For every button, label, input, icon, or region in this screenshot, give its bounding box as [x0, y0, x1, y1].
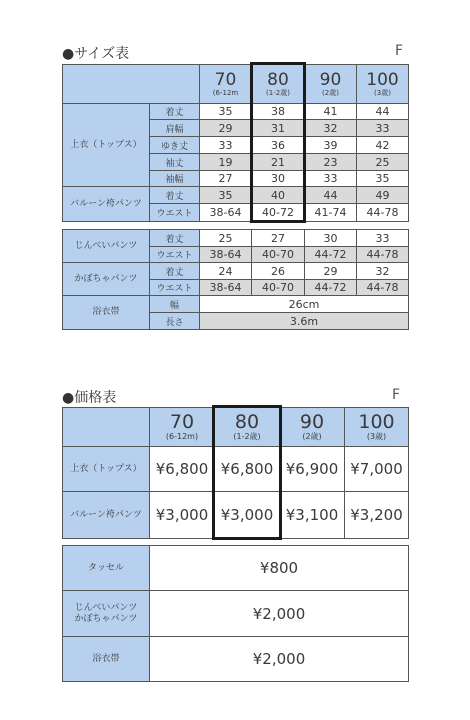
size-70-age: (6-12m [212, 88, 239, 97]
size-value: 19 [199, 153, 252, 171]
size-value: 29 [304, 262, 357, 280]
size-value: 39 [304, 136, 357, 154]
measure-label: ウエスト [149, 203, 200, 222]
pants-price: ¥2,000 [149, 590, 409, 637]
kabocha-label: かぼちゃパンツ [74, 613, 138, 624]
size-80-highlight [250, 62, 306, 223]
price-table-title: ●価格表 [62, 390, 117, 406]
size-value: 49 [356, 186, 409, 204]
size-header-100 [356, 64, 409, 104]
size-value: 35 [199, 186, 252, 204]
price-value: ¥7,000 [344, 446, 409, 492]
size-value: 33 [199, 136, 252, 154]
measure-label: 着丈 [149, 229, 200, 247]
price-value: ¥6,800 [149, 446, 215, 492]
price-value: ¥6,900 [279, 446, 345, 492]
price-80-highlight [212, 405, 282, 540]
category-jinbei-pants: じんべいパンツ [62, 229, 150, 263]
size-value: 27 [251, 229, 305, 247]
size-table-flag: F [395, 43, 404, 59]
measure-label: 着丈 [149, 262, 200, 280]
size-table-title: ●サイズ表 [62, 46, 130, 62]
size-value: 36 [251, 136, 305, 154]
price-header-blank [62, 407, 150, 447]
size-value: 44-78 [356, 279, 409, 296]
size-value: 44-72 [304, 279, 357, 296]
price-category-jinbei-kabocha [62, 590, 150, 637]
size-value: 27 [199, 170, 252, 187]
size-value: 35 [356, 170, 409, 187]
obi-price: ¥2,000 [149, 636, 409, 682]
price-90-label: 90 [299, 411, 325, 433]
measure-label: 着丈 [149, 186, 200, 204]
obi-width-value: 26cm [199, 295, 409, 313]
category-tops: 上衣（トップス） [62, 103, 150, 187]
price-90-age: (2歳) [302, 432, 322, 441]
category-balloon-pants: バルーン袴パンツ [62, 186, 150, 222]
size-value: 21 [251, 153, 305, 171]
size-header-blank [62, 64, 200, 104]
price-value: ¥3,200 [344, 491, 409, 539]
price-category-balloon-pants: バルーン袴パンツ [62, 491, 150, 539]
size-value: 40 [251, 186, 305, 204]
price-category-yukata-obi: 浴衣帯 [62, 636, 150, 682]
size-value: 33 [304, 170, 357, 187]
price-category-tops: 上衣（トップス） [62, 446, 150, 492]
size-value: 38-64 [199, 279, 252, 296]
size-value: 30 [251, 170, 305, 187]
size-value: 26 [251, 262, 305, 280]
size-value: 33 [356, 119, 409, 137]
size-value: 38-64 [199, 203, 252, 222]
size-90-label: 90 [319, 69, 342, 90]
size-value: 30 [304, 229, 357, 247]
size-value: 32 [356, 262, 409, 280]
measure-label: ウエスト [149, 246, 200, 263]
size-value: 40-70 [251, 279, 305, 296]
size-value: 32 [304, 119, 357, 137]
price-80-label: 80 [234, 411, 260, 433]
price-table-flag: F [392, 387, 401, 403]
price-category-tassel: タッセル [62, 545, 150, 591]
category-yukata-obi: 浴衣帯 [62, 295, 150, 330]
measure-label: ゆき丈 [149, 136, 200, 154]
measure-label: 長さ [149, 312, 200, 330]
price-header-100 [344, 407, 409, 447]
size-value: 42 [356, 136, 409, 154]
size-value: 23 [304, 153, 357, 171]
size-90-age: (2歳) [322, 88, 339, 97]
size-value: 44-78 [356, 203, 409, 222]
size-80-label: 80 [267, 69, 289, 90]
price-70-label: 70 [169, 411, 195, 433]
measure-label: 幅 [149, 295, 200, 313]
size-header-90 [304, 64, 357, 104]
size-100-age: (3歳) [374, 88, 391, 97]
obi-length-value: 3.6m [199, 312, 409, 330]
tassel-price: ¥800 [149, 545, 409, 591]
measure-label: 袖幅 [149, 170, 200, 187]
size-70-label: 70 [214, 69, 237, 90]
size-value: 25 [199, 229, 252, 247]
size-value: 40-70 [251, 246, 305, 263]
price-header-90 [279, 407, 345, 447]
measure-label: 袖丈 [149, 153, 200, 171]
size-value: 41-74 [304, 203, 357, 222]
size-80-age: (1-2歳) [266, 88, 290, 97]
size-value: 35 [199, 103, 252, 120]
jinbei-label: じんべいパンツ [74, 602, 138, 613]
price-100-label: 100 [358, 411, 395, 433]
price-value: ¥6,800 [214, 446, 280, 492]
size-value: 25 [356, 153, 409, 171]
size-value: 44 [304, 186, 357, 204]
size-value: 29 [199, 119, 252, 137]
size-value: 31 [251, 119, 305, 137]
price-header-70 [149, 407, 215, 447]
size-value: 33 [356, 229, 409, 247]
size-value: 38-64 [199, 246, 252, 263]
size-value: 38 [251, 103, 305, 120]
size-header-70 [199, 64, 252, 104]
price-value: ¥3,000 [149, 491, 215, 539]
price-70-age: (6-12m) [165, 432, 199, 441]
price-value: ¥3,100 [279, 491, 345, 539]
size-100-label: 100 [366, 69, 399, 90]
size-value: 24 [199, 262, 252, 280]
size-value: 44 [356, 103, 409, 120]
size-value: 40-72 [251, 203, 305, 222]
measure-label: ウエスト [149, 279, 200, 296]
size-value: 44-78 [356, 246, 409, 263]
size-value: 44-72 [304, 246, 357, 263]
size-value: 41 [304, 103, 357, 120]
measure-label: 肩幅 [149, 119, 200, 137]
measure-label: 着丈 [149, 103, 200, 120]
price-80-age: (1-2歳) [233, 432, 261, 441]
price-100-age: (3歳) [366, 432, 387, 441]
category-kabocha-pants: かぼちゃパンツ [62, 262, 150, 296]
price-value: ¥3,000 [214, 491, 280, 539]
